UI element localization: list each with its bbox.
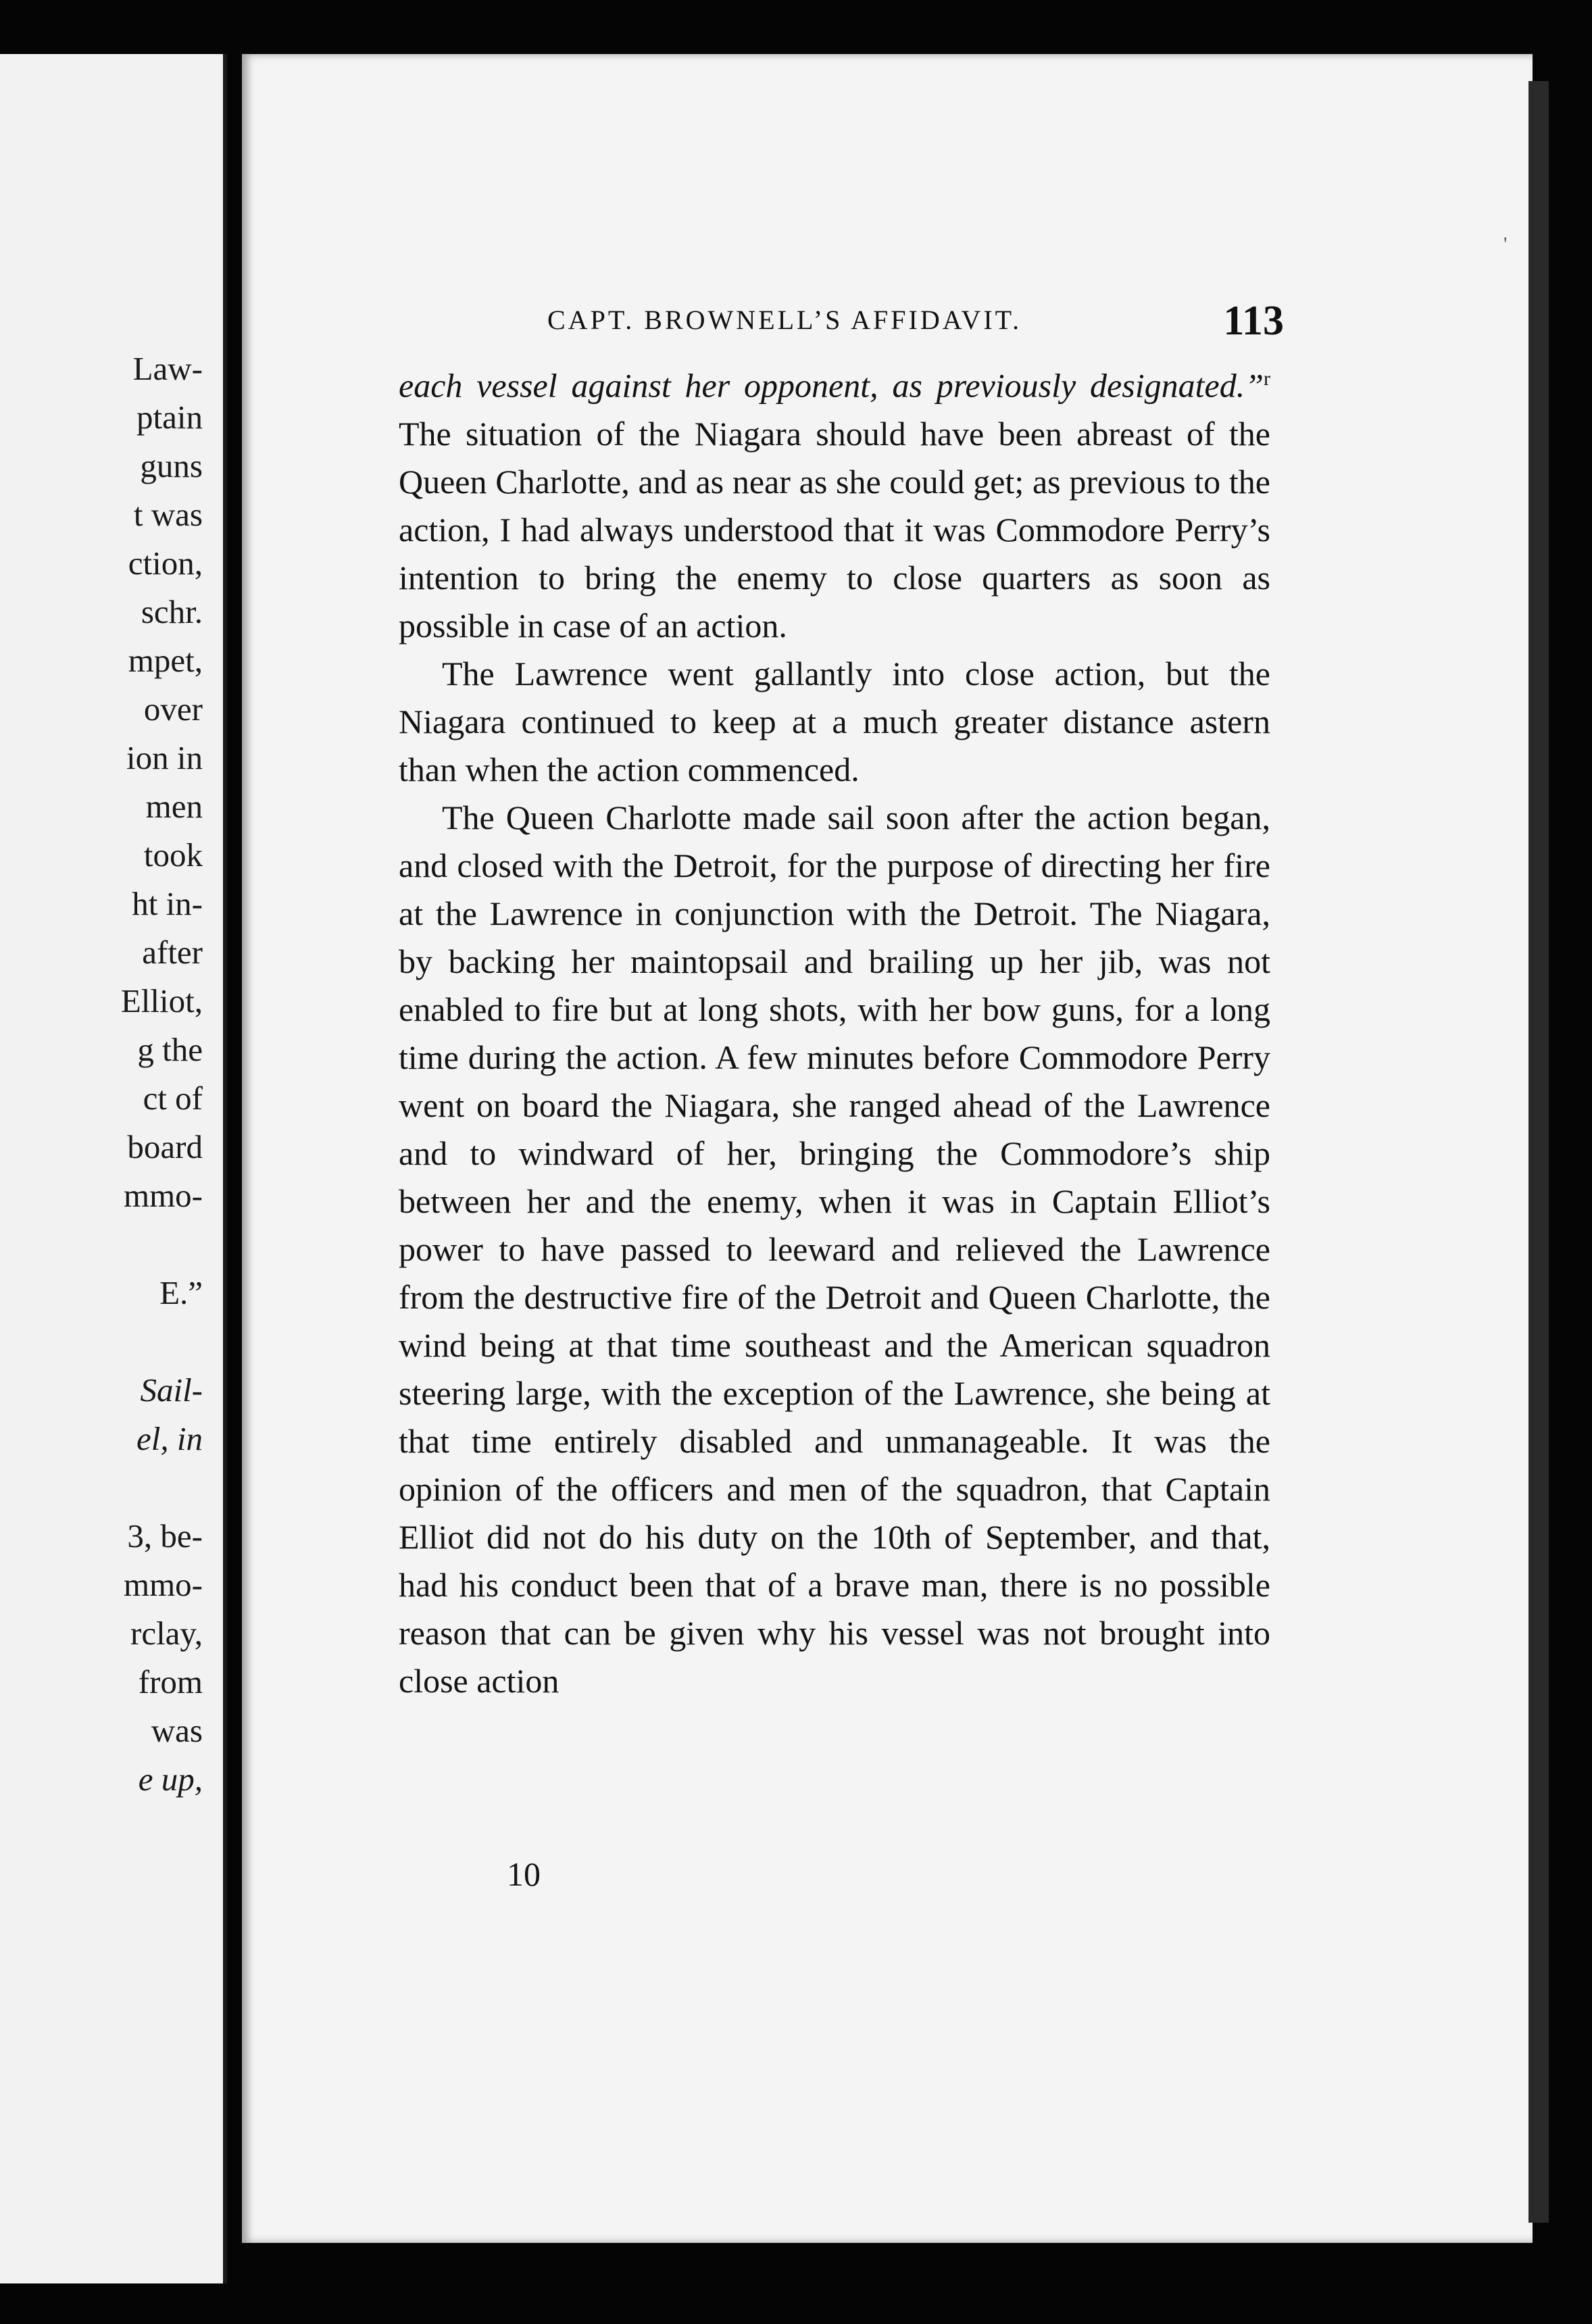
facing-page-line: ptain bbox=[136, 399, 203, 436]
facing-page-line: was bbox=[151, 1712, 203, 1749]
facing-page-line: 3, be- bbox=[127, 1517, 203, 1555]
facing-page-line: over bbox=[143, 690, 203, 728]
paragraph bbox=[399, 355, 1270, 650]
facing-page-line: men bbox=[145, 788, 203, 825]
line-gap bbox=[0, 1317, 203, 1366]
facing-page-text bbox=[0, 345, 203, 1804]
facing-page-line: mpet, bbox=[128, 642, 203, 679]
paragraph-text: The situation of the Niagara should have been abreast of the Queen Charlotte, and as near as she could get; as previous to the action, I had always understood that it was Commodore Perry’s intention to bring the enemy to close quarters as soon as possible in case of an action. bbox=[399, 414, 1270, 645]
facing-page-line: Law- bbox=[132, 350, 203, 387]
signature-mark: 10 bbox=[507, 1855, 541, 1893]
page-edge-shadow bbox=[1528, 81, 1549, 2223]
facing-page-line: Sail- bbox=[140, 1371, 203, 1409]
facing-page-line: schr. bbox=[141, 593, 203, 630]
quoted-lead-in: each vessel against her opponent, as previously designated.” bbox=[399, 366, 1264, 405]
facing-page-line: E.” bbox=[159, 1274, 203, 1311]
facing-page-line: ion in bbox=[126, 739, 203, 776]
running-head: CAPT. BROWNELL’S AFFIDAVIT. bbox=[547, 305, 1022, 335]
facing-page-line: Elliot, bbox=[120, 982, 203, 1019]
facing-page-line: took bbox=[143, 836, 203, 874]
line-gap bbox=[0, 1220, 203, 1269]
facing-page-line: el, in bbox=[136, 1420, 203, 1457]
paragraph: The Queen Charlotte made sail soon after the action began, and closed with the Detroit, for the purpose of directing her fire at the Lawrence in conjunction with the Detroit. The Niagara, by backing her maintopsail and brailing up her jib, was not enabled to fire but at long shots, with her bow guns, for a long time during the action. A few minutes before Commodore Perry went on board the Niagara, she ranged ahead of the Lawrence and to windward of her, bringing the Commodore’s ship between her and the enemy, when it was in Captain Elliot’s power to have passed to leeward and relieved the Lawrence from the destructive fire of the Detroit and Queen Charlotte, the wind being at that time southeast and the American squadron steering large, with the exception of the Lawrence, she being at that time entirely disabled and unmanageable. It was the opinion of the officers and men of the squadron, that Captain Elliot did not do his duty on the 10th of September, and that, had his conduct been that of a brave man, there is no possible reason that can be given why his vessel was not brought into close action bbox=[399, 798, 1270, 1700]
facing-page-line: ht in- bbox=[132, 885, 203, 922]
margin-speck: ' bbox=[1503, 233, 1508, 255]
page-body bbox=[399, 355, 1270, 1705]
printer-mark: r bbox=[1264, 368, 1270, 390]
line-gap bbox=[0, 1463, 203, 1512]
facing-page-line: t was bbox=[133, 496, 203, 533]
facing-page-line: rclay, bbox=[130, 1615, 203, 1652]
facing-page-fragment bbox=[0, 54, 227, 2283]
facing-page-line: g the bbox=[137, 1031, 203, 1068]
page-number: 113 bbox=[1223, 298, 1284, 344]
paragraph: The Lawrence went gallantly into close action, but the Niagara continued to keep at a much greater distance astern than when the action commenced. bbox=[399, 654, 1270, 788]
facing-page-line: board bbox=[127, 1128, 203, 1165]
facing-page-line: ction, bbox=[128, 545, 203, 582]
facing-page-line: after bbox=[142, 934, 203, 971]
page-header bbox=[547, 297, 1284, 351]
facing-page-line: mmo- bbox=[123, 1566, 203, 1603]
facing-page-line: guns bbox=[140, 447, 203, 484]
facing-page-line: mmo- bbox=[123, 1177, 203, 1214]
facing-page-line: ct of bbox=[143, 1080, 203, 1117]
facing-page-line: e up, bbox=[138, 1761, 203, 1798]
facing-page-line: from bbox=[138, 1663, 203, 1700]
